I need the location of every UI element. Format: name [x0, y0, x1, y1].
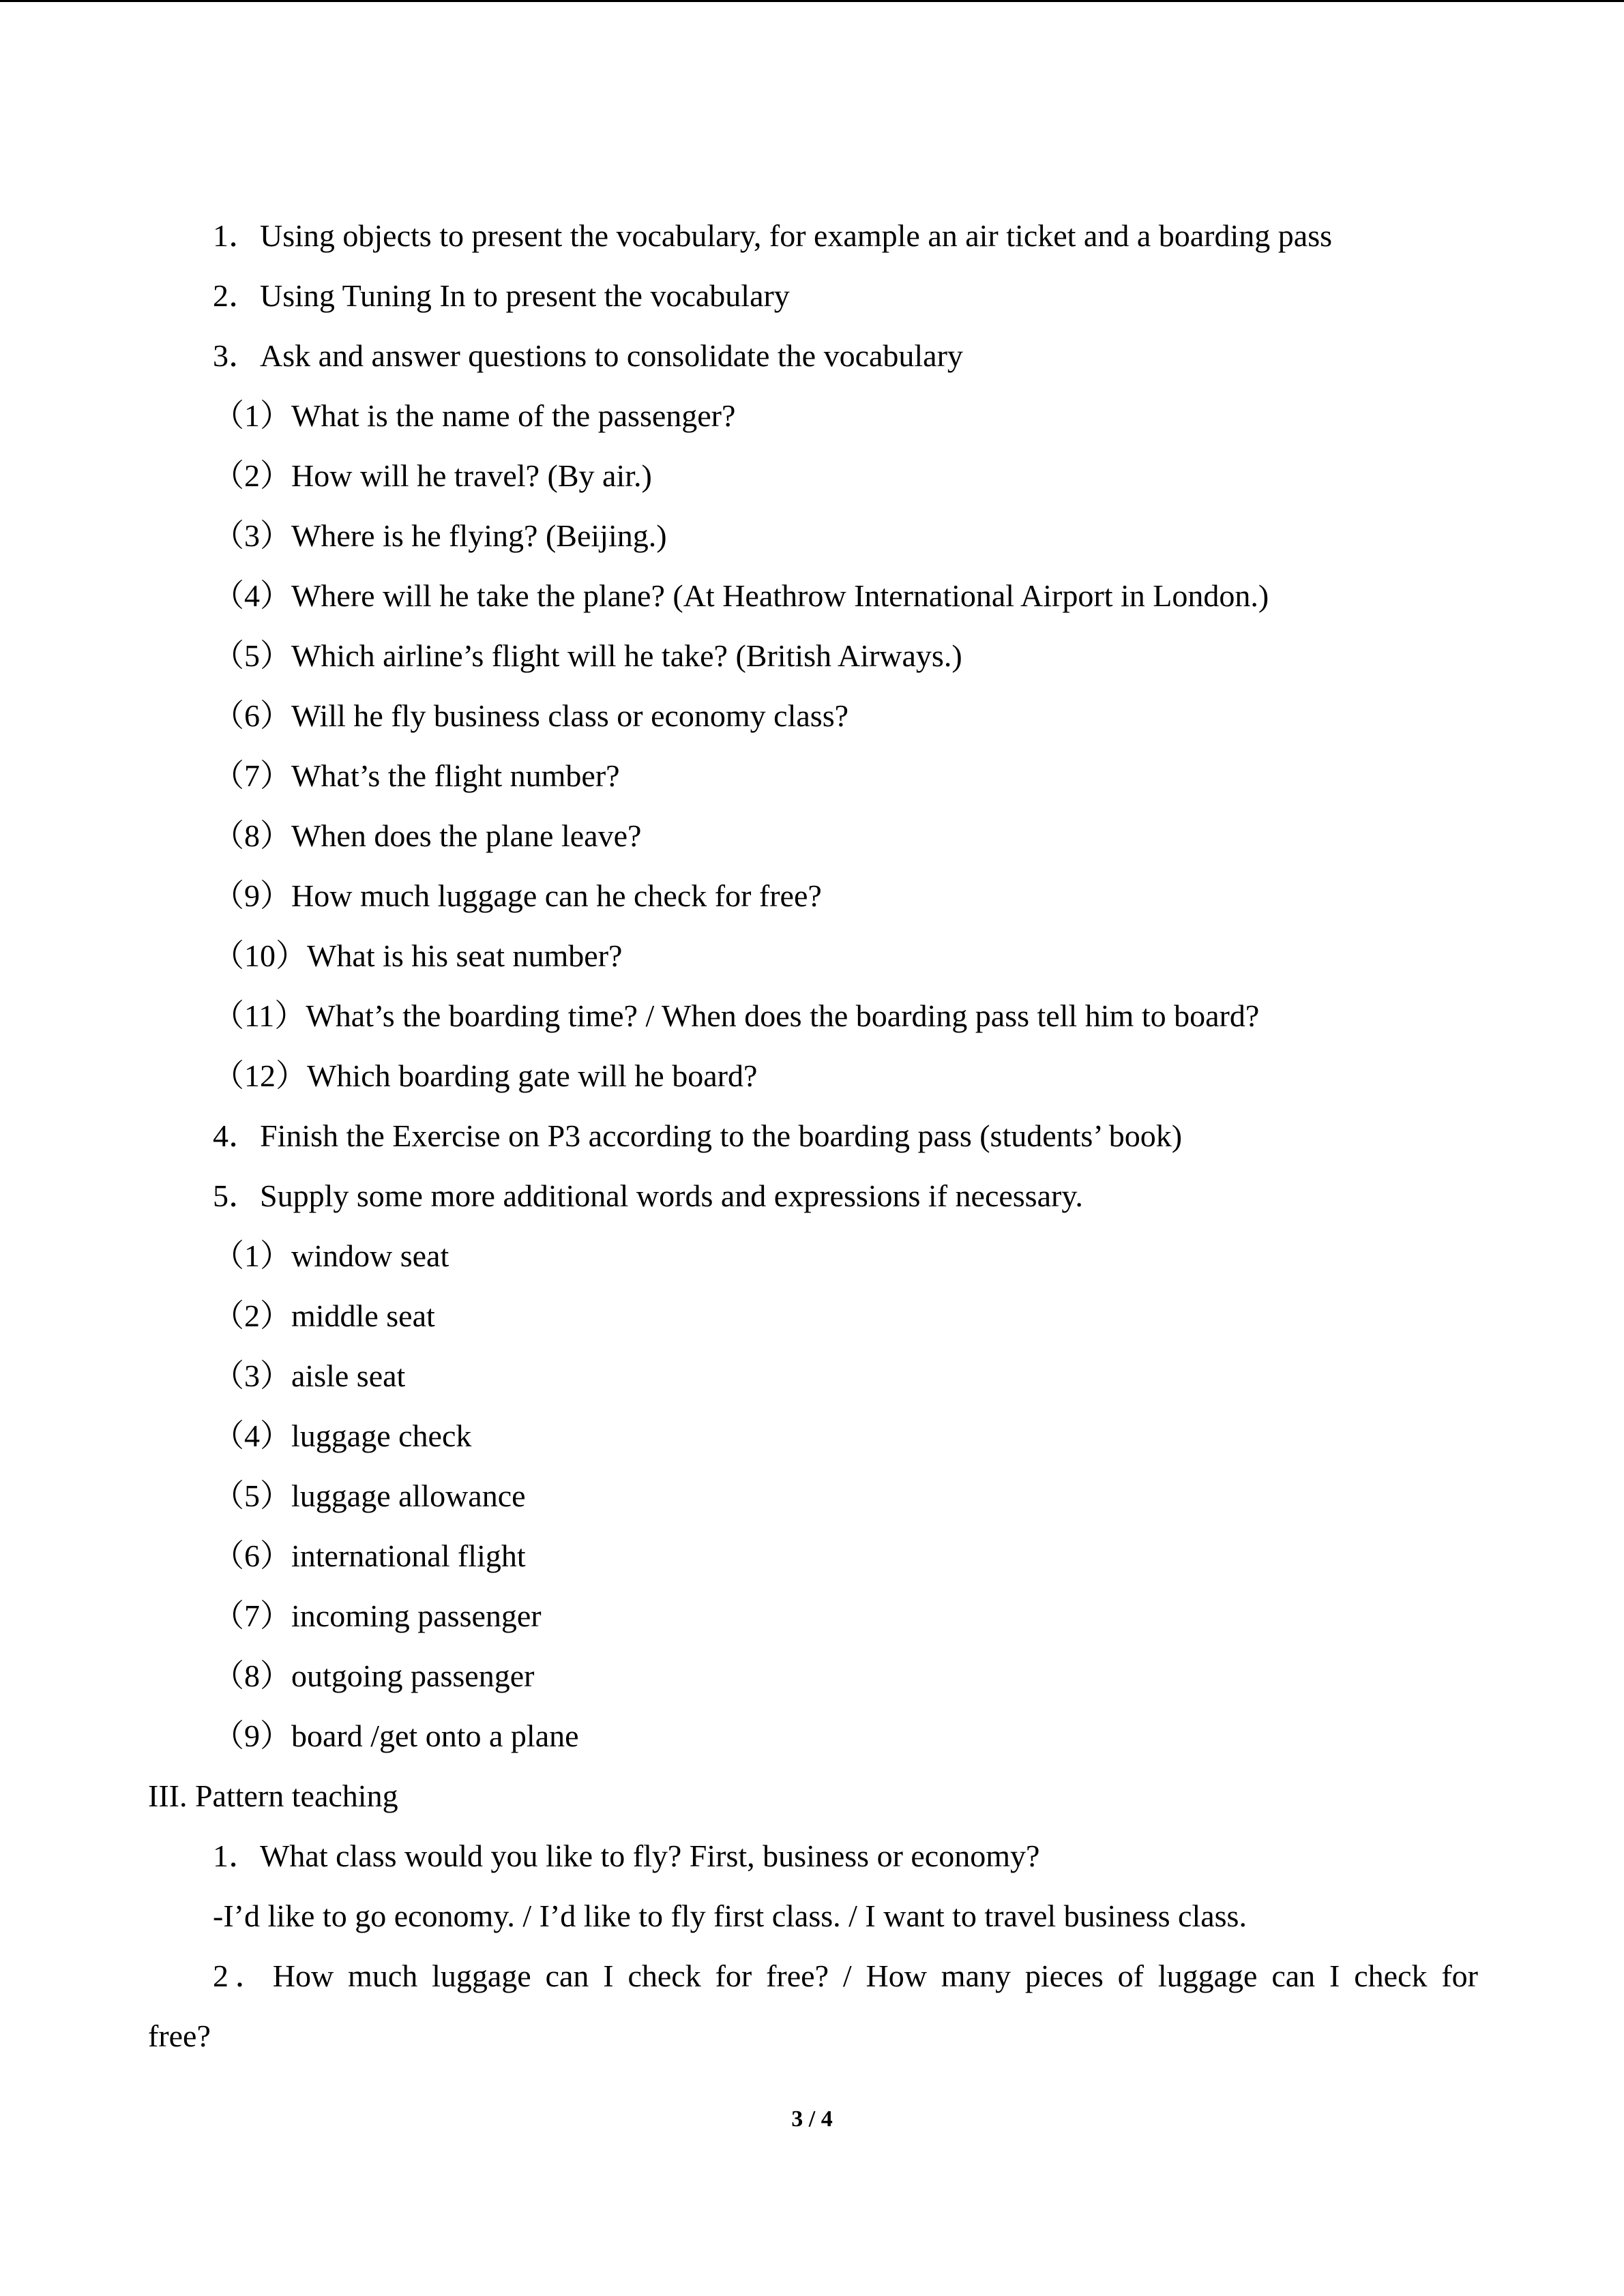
list-item: 5．Supply some more additional words and expressions if necessary. — [213, 1178, 1083, 1213]
page-number: 3 / 4 — [791, 2106, 833, 2132]
list-item: （6）international flight — [213, 1538, 526, 1573]
list-item-continuation: free? — [148, 2018, 211, 2053]
list-item: （2）How will he travel? (By air.) — [213, 458, 652, 493]
list-item: （7）What’s the flight number? — [213, 758, 620, 793]
list-item: （3）Where is he flying? (Beijing.) — [213, 518, 667, 553]
list-item: 3．Ask and answer questions to consolidate the vocabulary — [213, 338, 963, 373]
list-item: 1．What class would you like to fly? First, business or economy? — [213, 1838, 1040, 1873]
list-item: （7）incoming passenger — [213, 1598, 542, 1633]
list-item: （3）aisle seat — [213, 1358, 406, 1393]
list-item: （10）What is his seat number? — [213, 938, 623, 973]
list-item: （2）middle seat — [213, 1298, 435, 1333]
list-item: 4．Finish the Exercise on P3 according to the boarding pass (students’ book) — [213, 1118, 1183, 1153]
list-item: （4）Where will he take the plane? (At Heathrow International Airport in London.) — [213, 578, 1269, 613]
list-item: （6）Will he fly business class or economy class? — [213, 698, 849, 733]
list-item: （9）board /get onto a plane — [213, 1718, 579, 1753]
section-heading: III. Pattern teaching — [148, 1778, 398, 1813]
list-item: （4）luggage check — [213, 1418, 472, 1453]
top-border — [0, 0, 1624, 2]
list-item: （8）outgoing passenger — [213, 1658, 535, 1693]
list-item: （9）How much luggage can he check for free? — [213, 878, 822, 913]
list-item: （8）When does the plane leave? — [213, 818, 642, 853]
list-item: 2．Using Tuning In to present the vocabulary — [213, 278, 790, 313]
list-item: （12）Which boarding gate will he board? — [213, 1058, 758, 1093]
list-item: -I’d like to go economy. / I’d like to fly first class. / I want to travel business class. — [213, 1898, 1247, 1933]
list-item: （1）window seat — [213, 1238, 449, 1273]
list-item: （5）luggage allowance — [213, 1478, 526, 1513]
list-item: （1）What is the name of the passenger? — [213, 398, 736, 433]
list-item: 2．How much luggage can I check for free? / How many pieces of luggage can I check for — [213, 1958, 1478, 1993]
list-item: 1．Using objects to present the vocabulary, for example an air ticket and a boarding pass — [213, 218, 1332, 253]
list-item: （11）What’s the boarding time? / When does the boarding pass tell him to board? — [213, 998, 1260, 1033]
list-item: （5）Which airline’s flight will he take? (British Airways.) — [213, 638, 962, 673]
